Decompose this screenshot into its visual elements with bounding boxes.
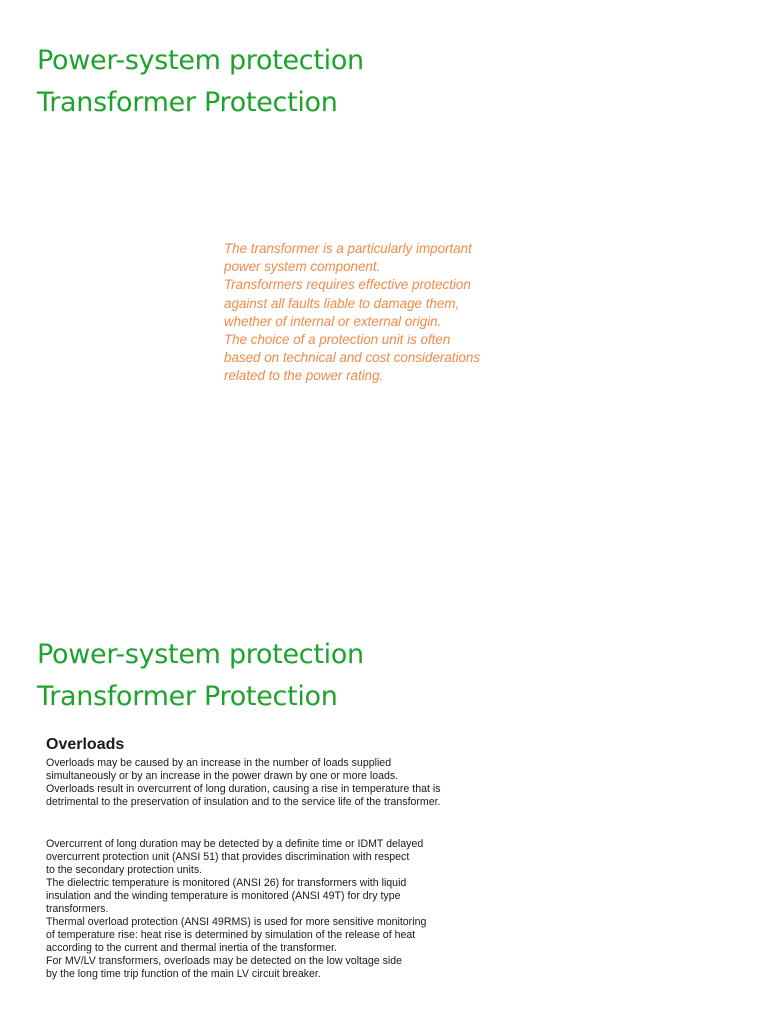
paragraph-line: transformers. — [46, 903, 109, 916]
overloads-excerpt — [40, 732, 496, 1000]
slide-1-title — [37, 40, 364, 124]
paragraph-line: Overloads result in overcurrent of long duration, causing a rise in temperature that is — [46, 783, 441, 796]
slide-2-title-line-2: Transformer Protection — [37, 681, 338, 712]
intro-text — [224, 240, 524, 386]
overloads-heading: Overloads — [46, 736, 125, 753]
paragraph-line: insulation and the winding temperature is monitored (ANSI 49T) for dry type — [46, 890, 401, 903]
paragraph-line: Overloads may be caused by an increase in the number of loads supplied — [46, 757, 392, 769]
intro-line: related to the power rating. — [224, 368, 384, 384]
overloads-paragraph-2 — [46, 838, 426, 982]
slide-1-title-line-2: Transformer Protection — [37, 87, 338, 118]
paragraph-line: overcurrent protection unit (ANSI 51) that provides discrimination with respect — [46, 851, 410, 864]
paragraph-line: according to the current and thermal inertia of the transformer. — [46, 942, 337, 955]
paragraph-line: Thermal overload protection (ANSI 49RMS) is used for more sensitive monitoring — [46, 916, 427, 929]
paragraph-line: Overcurrent of long duration may be detected by a definite time or IDMT delayed — [46, 838, 424, 850]
paragraph-line: detrimental to the preservation of insulation and to the service life of the transformer. — [46, 796, 441, 809]
intro-line: based on technical and cost considerations — [224, 350, 481, 366]
paragraph-line: of temperature rise: heat rise is determined by simulation of the release of heat — [46, 929, 416, 942]
paragraph-line: simultaneously or by an increase in the power drawn by one or more loads. — [46, 770, 399, 783]
intro-line: whether of internal or external origin. — [224, 313, 442, 329]
slide-2 — [0, 596, 768, 1024]
intro-line: power system component. — [224, 259, 381, 275]
intro-line: The choice of a protection unit is often — [224, 332, 451, 348]
slide-2-title-line-1: Power-system protection — [37, 639, 364, 670]
slide-1-title-line-1: Power-system protection — [37, 45, 364, 76]
intro-line: Transformers requires effective protection — [224, 277, 471, 293]
intro-line: The transformer is a particularly important — [224, 241, 472, 256]
paragraph-line: The dielectric temperature is monitored (ANSI 26) for transformers with liquid — [46, 877, 407, 890]
slide-2-title — [37, 634, 364, 718]
overloads-paragraph-1 — [46, 757, 441, 809]
paragraph-line: to the secondary protection units. — [46, 864, 203, 877]
intro-line: against all faults liable to damage them, — [224, 295, 460, 311]
paragraph-line: by the long time trip function of the main LV circuit breaker. — [46, 968, 321, 981]
paragraph-line: For MV/LV transformers, overloads may be detected on the low voltage side — [46, 955, 403, 968]
